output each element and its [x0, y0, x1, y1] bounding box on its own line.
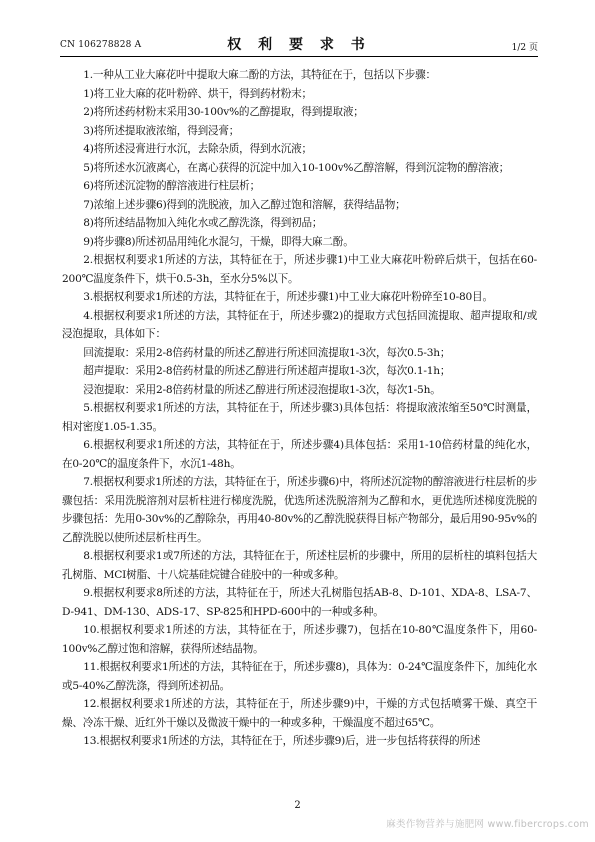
claim-paragraph: 6)将所述沉淀物的醇溶液进行柱层析； — [83, 180, 260, 192]
claim-paragraph: 7)浓缩上述步骤6)得到的洗脱液，加入乙醇过饱和溶解，获得结晶物； — [83, 198, 406, 211]
claim-paragraph: 3.根据权利要求1所述的方法，其特征在于，所述步骤1)中工业大麻花叶粉碎至10-80目。 — [83, 291, 493, 303]
claim-paragraph: 2)将所述药材粉末采用30-100v%的乙醇提取，得到提取液； — [83, 106, 364, 118]
patent-number: CN 106278828 A — [60, 40, 142, 50]
claim-paragraph: 5.根据权利要求1所述的方法，其特征在于，所述步骤3)具体包括：将提取液浓缩至50℃时测量，相对密度1.05-1.35。 — [62, 402, 537, 433]
claim-paragraph: 8.根据权利要求1或7所述的方法，其特征在于，所述柱层析的步骤中，所用的层析柱的填料包括大孔树脂、MCI树脂、十八烷基硅烷键合硅胶中的一种或多种。 — [62, 550, 537, 581]
claim-paragraph: 2.根据权利要求1所述的方法，其特征在于，所述步骤1)中工业大麻花叶粉碎后烘干，包括在60-200℃温度条件下，烘干0.5-3h，至水分5%以下。 — [62, 254, 537, 285]
claim-paragraph: 6.根据权利要求1所述的方法，其特征在于，所述步骤4)具体包括：采用1-10倍药材量的纯化水，在0-20℃的温度条件下，水沉1-48h。 — [62, 439, 537, 470]
claim-paragraph: 13.根据权利要求1所述的方法，其特征在于，所述步骤9)后，进一步包括将获得的所述 — [83, 735, 481, 747]
claim-paragraph: 5)将所述水沉液离心，在离心获得的沉淀中加入10-100v%乙醇溶解，得到沉淀物的醇溶液； — [83, 161, 510, 174]
claim-paragraph: 1)将工业大麻的花叶粉碎、烘干，得到药材粉末； — [83, 87, 312, 100]
claim-paragraph: 12.根据权利要求1所述的方法，其特征在于，所述步骤9)中，干燥的方式包括喷雾干燥、真空干燥、冷冻干燥、近红外干燥以及微波干燥中的一种或多种，干燥温度不超过65℃。 — [62, 698, 537, 729]
claim-paragraph: 4)将所述浸膏进行水沉，去除杂质，得到水沉液； — [83, 143, 312, 155]
claims-body — [62, 66, 537, 751]
claim-paragraph: 9)将步骤8)所述初品用纯化水混匀，干燥，即得大麻二酚。 — [83, 235, 354, 248]
claim-paragraph: 9.根据权利要求8所述的方法，其特征在于，所述大孔树脂包括AB-8、D-101、XDA-8、LSA-7、D-941、DM-130、ADS-17、SP-825和HPD-600中的一种或多种。 — [62, 587, 537, 618]
claim-paragraph: 超声提取：采用2-8倍药材量的所述乙醇进行所述超声提取1-3次，每次0.1-1h； — [83, 365, 451, 377]
claim-paragraph: 11.根据权利要求1所述的方法，其特征在于，所述步骤8)，具体为：0-24℃温度条件下，加纯化水或5-40%乙醇洗涤，得到所述初品。 — [62, 661, 537, 692]
watermark: 麻类作物营养与施肥网 www.fibercrops.com — [386, 819, 589, 830]
page-indicator: 1/2 页 — [511, 43, 538, 53]
claim-paragraph: 浸泡提取：采用2-8倍药材量的所述乙醇进行所述浸泡提取1-3次，每次1-5h。 — [83, 383, 441, 396]
page-number: 2 — [294, 800, 301, 811]
page-title: 权 利 要 求 书 — [227, 37, 371, 53]
claim-paragraph: 10.根据权利要求1所述的方法，其特征在于，所述步骤7)，包括在10-80℃温度条件下，用60-100v%乙醇过饱和溶解，获得所述结晶物。 — [62, 624, 537, 655]
claim-paragraph: 8)将所述结晶物加入纯化水或乙醇洗涤，得到初品； — [83, 217, 323, 229]
claim-paragraph: 7.根据权利要求1所述的方法，其特征在于，所述步骤6)中，将所述沉淀物的醇溶液进行柱层析的步骤包括：采用洗脱溶剂对层析柱进行梯度洗脱，优选所述洗脱溶剂为乙醇和水，更优选所述梯度洗脱的步骤包括：先用0-30v%的乙醇除杂，再用40-80v%的乙醇洗脱获得目标产物部分，最后用90-95v%的乙醇洗脱以使所述层析柱再生。 — [62, 476, 537, 544]
page-header — [60, 32, 538, 57]
claim-paragraph: 1.一种从工业大麻花叶中提取大麻二酚的方法，其特征在于，包括以下步骤： — [83, 69, 436, 81]
claim-paragraph: 4.根据权利要求1所述的方法，其特征在于，所述步骤2)的提取方式包括回流提取、超声提取和/或浸泡提取，具体如下： — [62, 309, 537, 340]
claim-paragraph: 3)将所述提取液浓缩，得到浸膏； — [83, 124, 240, 137]
claim-paragraph: 回流提取：采用2-8倍药材量的所述乙醇进行所述回流提取1-3次，每次0.5-3h； — [83, 346, 451, 359]
